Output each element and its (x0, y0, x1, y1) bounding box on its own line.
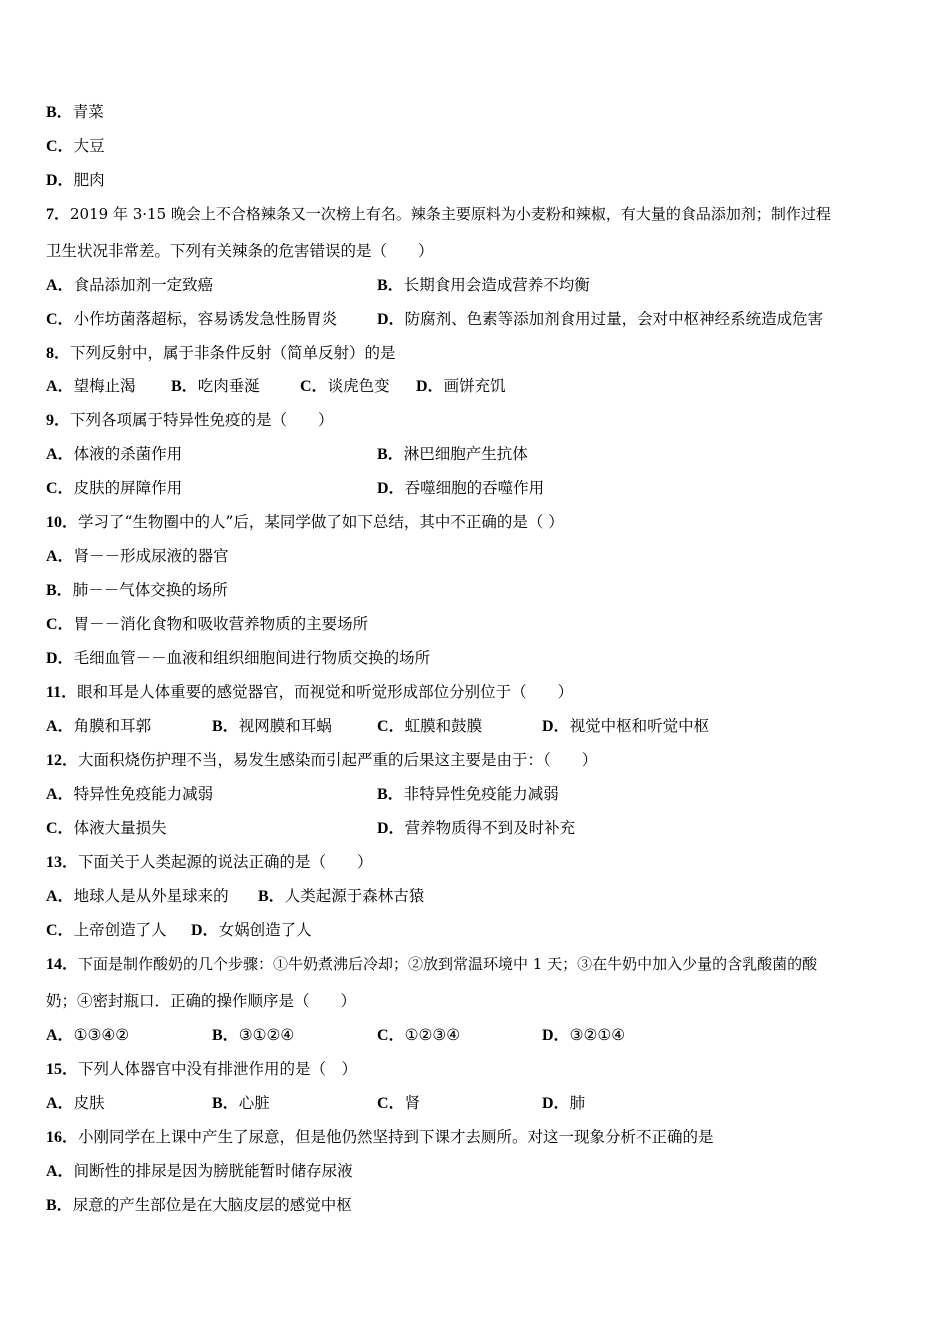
option-label: D． (416, 378, 444, 395)
question-7-option-b (377, 275, 590, 296)
question-15-option-b (212, 1093, 270, 1114)
question-number: 10． (46, 514, 79, 531)
question-12-option-b (377, 784, 559, 805)
question-14-line-2 (46, 991, 356, 1011)
option-label: C． (46, 480, 74, 497)
question-stem: 下列反射中，属于非条件反射（简单反射）的是 (70, 344, 396, 362)
question-stem: 眼和耳是人体重要的感觉器官，而视觉和听觉形成部位分别位于（ ） (77, 683, 574, 701)
option-text: 皮肤的屏障作用 (73, 479, 183, 497)
option-label: D． (377, 820, 405, 837)
question-7-line-2 (46, 241, 434, 261)
question-number: 13． (46, 854, 79, 871)
option-text: 视网膜和耳蜗 (238, 717, 332, 735)
option-label: C． (46, 820, 74, 837)
question-15-option-d (542, 1093, 585, 1114)
option-label: D． (542, 1095, 570, 1112)
question-stem-continued: 卫生状况非常差。下列有关辣条的危害错误的是（ ） (46, 242, 434, 260)
question-12-option-a (46, 784, 213, 805)
option-label: A． (46, 378, 74, 395)
option-label: C． (377, 1095, 405, 1112)
option-label: A． (46, 888, 74, 905)
option-label: A． (46, 1163, 74, 1180)
question-number: 15． (46, 1061, 79, 1078)
question-10-option-c (46, 614, 368, 635)
question-stem: 学习了“生物圈中的人”后，某同学做了如下总结，其中不正确的是（ ） (78, 513, 564, 531)
option-b-prev (46, 102, 104, 123)
question-10-option-b (46, 580, 228, 601)
question-16-stem (46, 1127, 714, 1148)
option-label: C． (46, 922, 74, 939)
question-9-option-b (377, 444, 528, 465)
question-10-option-d (46, 648, 430, 669)
option-text: 画饼充饥 (443, 377, 506, 395)
option-label: C． (46, 311, 74, 328)
question-13-option-c (46, 920, 167, 941)
option-text: ①③④② (73, 1026, 130, 1044)
question-15-option-c (377, 1093, 420, 1114)
option-text: 肺－－气体交换的场所 (72, 581, 228, 599)
option-text: 尿意的产生部位是在大脑皮层的感觉中枢 (72, 1196, 352, 1214)
question-stem: 下列各项属于特异性免疫的是（ ） (70, 411, 334, 429)
option-label: B． (258, 888, 285, 905)
option-text: 肾－－形成尿液的器官 (73, 547, 229, 565)
question-number: 9． (46, 412, 71, 429)
option-text: 非特异性免疫能力减弱 (403, 785, 559, 803)
option-text: 胃－－消化食物和吸收营养物质的主要场所 (73, 615, 369, 633)
question-stem: 下面是制作酸奶的几个步骤：①牛奶煮沸后冷却；②放到常温环境中 1 天；③在牛奶中加入少量的含乳酸菌的酸 (78, 955, 818, 973)
option-text: 肥肉 (73, 171, 105, 189)
option-label: D． (377, 311, 405, 328)
question-8-option-b (171, 376, 260, 397)
option-text: 肾 (404, 1094, 421, 1112)
option-label: B． (171, 378, 198, 395)
option-label: D． (542, 718, 570, 735)
option-label: A． (46, 548, 74, 565)
option-text: ③①②④ (238, 1026, 295, 1044)
question-16-option-b (46, 1195, 352, 1216)
question-11-stem (46, 682, 573, 703)
option-text: 地球人是从外星球来的 (73, 887, 229, 905)
question-9-option-c (46, 478, 182, 499)
question-11-option-a (46, 716, 151, 737)
option-label: A． (46, 786, 74, 803)
question-7-option-c (46, 309, 337, 330)
question-8-option-d (416, 376, 506, 397)
option-text: 体液大量损失 (73, 819, 167, 837)
question-14-option-d (542, 1025, 625, 1046)
option-label: D． (46, 172, 74, 189)
question-8-stem (46, 343, 396, 364)
question-stem: 下列人体器官中没有排泄作用的是（ ） (78, 1060, 358, 1078)
option-text: 间断性的排尿是因为膀胱能暂时储存尿液 (73, 1162, 353, 1180)
question-number: 14． (46, 956, 79, 973)
option-label: D． (191, 922, 219, 939)
question-13-option-a (46, 886, 229, 907)
option-text: ①②③④ (404, 1026, 461, 1044)
option-label: D． (542, 1027, 570, 1044)
question-9-stem (46, 410, 334, 431)
option-text: 长期食用会造成营养不均衡 (403, 276, 590, 294)
question-stem: 大面积烧伤护理不当，易发生感染而引起严重的后果这主要是由于：（ ） (78, 751, 598, 769)
option-text: 体液的杀菌作用 (73, 445, 183, 463)
question-14-option-c (377, 1025, 460, 1046)
option-text: ③②①④ (569, 1026, 626, 1044)
question-number: 7． (46, 206, 71, 223)
option-label: B． (212, 1027, 239, 1044)
question-7-line-1 (46, 204, 831, 225)
question-9-option-a (46, 444, 182, 465)
option-text: 食品添加剂一定致癌 (73, 276, 214, 294)
question-11-option-c (377, 716, 482, 737)
question-number: 16． (46, 1129, 79, 1146)
question-10-stem (46, 512, 564, 533)
question-10-option-a (46, 546, 229, 567)
option-text: 人类起源于森林古猿 (284, 887, 425, 905)
option-label: B． (46, 104, 73, 121)
option-text: 心脏 (238, 1094, 270, 1112)
option-text: 特异性免疫能力减弱 (73, 785, 214, 803)
option-label: B． (377, 277, 404, 294)
question-14-option-b (212, 1025, 294, 1046)
option-label: B． (212, 1095, 239, 1112)
option-label: A． (46, 1095, 74, 1112)
question-7-option-a (46, 275, 213, 296)
option-text: 吞噬细胞的吞噬作用 (404, 479, 545, 497)
question-13-option-b (258, 886, 424, 907)
question-stem: 小刚同学在上课中产生了尿意，但是他仍然坚持到下课才去厕所。对这一现象分析不正确的是 (78, 1128, 714, 1146)
option-text: 女娲创造了人 (218, 921, 312, 939)
option-text: 虹膜和鼓膜 (404, 717, 483, 735)
question-12-stem (46, 750, 597, 771)
question-14-line-1 (46, 954, 817, 975)
option-label: A． (46, 277, 74, 294)
option-label: A． (46, 446, 74, 463)
question-11-option-b (212, 716, 332, 737)
option-text: 吃肉垂涎 (197, 377, 260, 395)
option-text: 皮肤 (73, 1094, 105, 1112)
option-text: 角膜和耳郭 (73, 717, 152, 735)
question-12-option-c (46, 818, 167, 839)
option-label: C． (300, 378, 328, 395)
option-text: 视觉中枢和听觉中枢 (569, 717, 710, 735)
question-8-option-c (300, 376, 390, 397)
option-text: 防腐剂、色素等添加剂食用过量，会对中枢神经系统造成危害 (404, 310, 824, 328)
option-text: 望梅止渴 (73, 377, 136, 395)
question-9-option-d (377, 478, 544, 499)
question-number: 12． (46, 752, 79, 769)
option-label: C． (46, 616, 74, 633)
option-label: C． (377, 1027, 405, 1044)
option-label: B． (377, 446, 404, 463)
question-stem: 下面关于人类起源的说法正确的是（ ） (78, 853, 373, 871)
option-label: C． (46, 138, 74, 155)
option-label: C． (377, 718, 405, 735)
option-text: 上帝创造了人 (73, 921, 167, 939)
option-label: B． (377, 786, 404, 803)
option-c-prev (46, 136, 105, 157)
option-label: A． (46, 718, 74, 735)
option-text: 大豆 (73, 137, 105, 155)
question-15-stem (46, 1059, 357, 1080)
question-13-stem (46, 852, 373, 873)
option-text: 营养物质得不到及时补充 (404, 819, 576, 837)
option-label: A． (46, 1027, 74, 1044)
question-13-option-d (191, 920, 312, 941)
option-d-prev (46, 170, 105, 191)
question-11-option-d (542, 716, 709, 737)
question-stem-continued: 奶；④密封瓶口．正确的操作顺序是（ ） (46, 992, 357, 1010)
question-14-option-a (46, 1025, 129, 1046)
option-text: 淋巴细胞产生抗体 (403, 445, 528, 463)
option-text: 肺 (569, 1094, 586, 1112)
option-text: 青菜 (72, 103, 104, 121)
option-label: B． (46, 1197, 73, 1214)
option-label: B． (46, 582, 73, 599)
option-label: D． (46, 650, 74, 667)
option-text: 小作坊菌落超标，容易诱发急性肠胃炎 (73, 310, 338, 328)
option-label: B． (212, 718, 239, 735)
option-text: 谈虎色变 (327, 377, 390, 395)
question-15-option-a (46, 1093, 105, 1114)
question-16-option-a (46, 1161, 353, 1182)
option-label: D． (377, 480, 405, 497)
question-7-option-d (377, 309, 823, 330)
question-number: 11． (46, 684, 78, 701)
question-stem: 2019 年 3·15 晚会上不合格辣条又一次榜上有名。辣条主要原料为小麦粉和辣椒，有大量的食品添加剂；制作过程 (70, 205, 831, 223)
question-8-option-a (46, 376, 136, 397)
question-12-option-d (377, 818, 575, 839)
option-text: 毛细血管－－血液和组织细胞间进行物质交换的场所 (73, 649, 431, 667)
question-number: 8． (46, 345, 71, 362)
